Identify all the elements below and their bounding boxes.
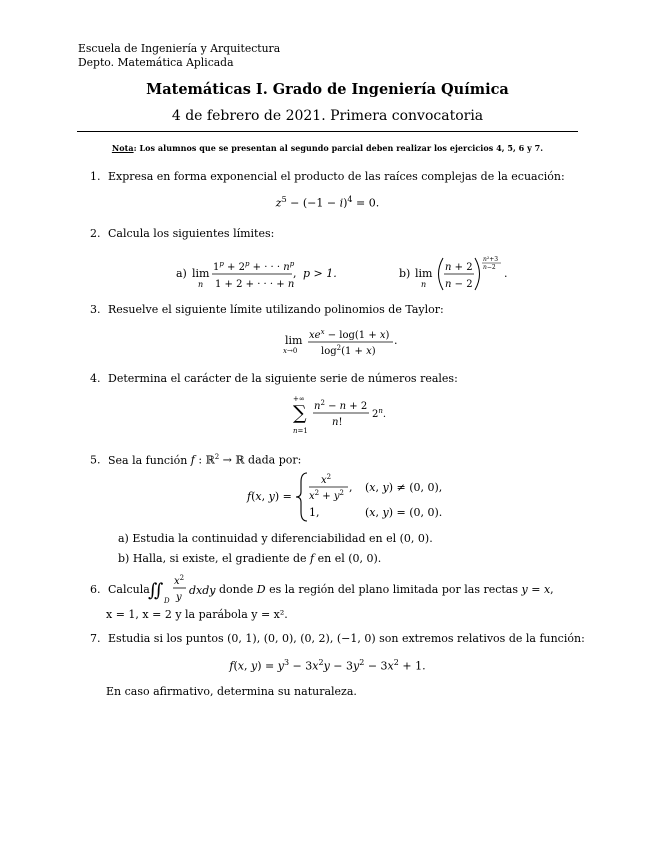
svg-text:n2 − n + 2: $n^2 - n + 2$ xyxy=(314,399,368,412)
svg-text:∑: ∑ xyxy=(293,402,307,424)
svg-text:lim: lim xyxy=(192,267,210,280)
exercise-6-text-post: es la región del plano limitada por las rectas xyxy=(265,583,522,596)
limit-a-label: a) xyxy=(176,267,187,280)
svg-text:.: . xyxy=(504,267,508,280)
exercise-1 xyxy=(90,170,565,184)
exercise-2-number: 2. xyxy=(90,227,101,240)
svg-text:(x, y) ≠ (0, 0),: (x, y) ≠ (0, 0), xyxy=(365,481,443,494)
svg-text:n²+3: n²+3 xyxy=(483,256,499,263)
svg-text:,: , xyxy=(293,267,297,280)
svg-text:n − 2: n − 2 xyxy=(445,279,473,290)
exercise-3-number: 3. xyxy=(90,303,101,316)
exam-subtitle: 4 de febrero de 2021. Primera convocatoria xyxy=(171,108,484,124)
svg-text:f(x, y) =: f(x, y) = xyxy=(247,490,292,503)
svg-text:1,: 1, xyxy=(309,506,320,519)
limit-b-label: b) xyxy=(399,267,411,280)
limit-a-condition: p > 1. xyxy=(303,267,337,280)
svg-text:n: n xyxy=(421,280,427,289)
limit-b xyxy=(399,256,508,290)
exercise-6-text-pre: Calcula xyxy=(108,583,150,596)
exercise-6-number: 6. xyxy=(90,583,101,596)
exercise-4 xyxy=(90,372,458,386)
svg-text:,: , xyxy=(349,481,353,494)
svg-text:x→0: x→0 xyxy=(283,347,298,355)
department-name: Depto. Matemática Aplicada xyxy=(78,56,234,69)
exercise-7-final: En caso afirmativo, determina su naturaleza. xyxy=(106,685,357,698)
svg-text:n + 2: n + 2 xyxy=(445,262,473,273)
exercise-5b-text-pre: b) Halla, si existe, el gradiente de xyxy=(118,552,311,565)
svg-text:.: . xyxy=(394,334,398,347)
exercise-3-text: Resuelve el siguiente límite utilizando polinomios de Taylor: xyxy=(108,303,444,316)
exercise-7-number: 7. xyxy=(90,632,101,645)
exercise-7-text: Estudia si los puntos (0, 1), (0, 0), (0, 2), (−1, 0) son extremos relativos de la función: xyxy=(108,632,585,645)
exercise-5-number: 5. xyxy=(90,453,101,467)
double-integral xyxy=(146,570,216,610)
exercise-1-number: 1. xyxy=(90,170,101,183)
exercise-4-number: 4. xyxy=(90,372,101,385)
svg-text:x2 + y2: $x^2 + y^2$ xyxy=(309,489,344,502)
note-label: Nota xyxy=(111,143,134,153)
svg-text:dxdy: dxdy xyxy=(189,584,216,597)
svg-text:1p + 2p + · · · np: $1^p + 2^p$ + · · · $n^p$ xyxy=(213,260,295,273)
exercise-3 xyxy=(90,303,444,317)
series-formula xyxy=(290,392,400,438)
svg-text:n=1: n=1 xyxy=(293,427,308,435)
note-text: : Los alumnos que se presentan al segundo parcial deben realizar los ejercicios 4, 5, 6 y 7. xyxy=(133,143,544,153)
exam-title: Matemáticas I. Grado de Ingeniería Química xyxy=(146,81,509,98)
exercise-5b: b) Halla, si existe, el gradiente de f en el (0, 0). xyxy=(118,552,382,565)
exercise-4-text: Determina el carácter de la siguiente serie de números reales: xyxy=(108,372,458,385)
exercise-2-text: Calcula los siguientes límites: xyxy=(108,227,275,240)
svg-text:log2(1 + x): $\log^2(1 + x)$ xyxy=(321,344,376,357)
svg-text:lim: lim xyxy=(285,334,303,347)
exercise-5-text-post: dada por: xyxy=(244,453,302,467)
exercise-5: 5. Sea la función f : ℝ$^2$ → ℝ dada por: xyxy=(90,453,302,467)
svg-text:(x, y) = (0, 0).: (x, y) = (0, 0). xyxy=(365,506,443,519)
exercise-5a: a) Estudia la continuidad y diferenciabilidad en el (0, 0). xyxy=(118,532,433,545)
svg-text:n−2: n−2 xyxy=(483,264,496,271)
svg-text:∬: ∬ xyxy=(148,580,164,601)
exam-note xyxy=(0,143,655,153)
exercise-2 xyxy=(90,227,274,241)
equation-1: $z^5 - (-1 - i)^4 = 0$. xyxy=(275,195,380,210)
header-divider xyxy=(77,131,578,132)
exercise-6-line2: x = 1, x = 2 y la parábola y = x². xyxy=(106,608,288,621)
svg-text:2n.: 2$^n$. xyxy=(372,407,387,420)
exercise-6-text-mid: , donde xyxy=(212,583,257,596)
exercise-6-continuation: , donde D es la región del plano limitada por las rectas y = x, xyxy=(212,583,554,596)
limits-formulas xyxy=(170,252,520,294)
svg-text:y: y xyxy=(176,592,182,603)
svg-text:x2: $x^2$ xyxy=(321,473,332,486)
exercise-5-text-pre: Sea la función xyxy=(108,453,191,467)
svg-text:+∞: +∞ xyxy=(293,395,305,403)
taylor-limit-formula xyxy=(280,322,400,362)
exercise-5b-text-post: en el (0, 0). xyxy=(314,552,382,565)
exercise-1-text: Expresa en forma exponencial el producto de las raíces complejas de la ecuación: xyxy=(108,170,565,183)
limit-a xyxy=(176,260,337,290)
piecewise-function xyxy=(245,470,445,524)
svg-text:D: D xyxy=(164,597,170,605)
svg-text:n: n xyxy=(198,280,204,289)
svg-text:n!: n! xyxy=(332,417,343,428)
svg-text:lim: lim xyxy=(415,267,433,280)
svg-text:xex − log(1 + x): $xe^x - \log(1 + x)$ xyxy=(309,328,390,341)
exercise-6 xyxy=(90,583,150,597)
equation-7: f(x, $y) = y^3 - 3x^2y - 3y^2 - 3x^2 + 1$. xyxy=(229,658,426,673)
institution-name: Escuela de Ingeniería y Arquitectura xyxy=(78,42,281,55)
exercise-7 xyxy=(90,632,585,646)
svg-text:x2: $x^2$ xyxy=(174,574,185,587)
svg-text:1 + 2 + · · · + n: 1 + 2 + · · · + n xyxy=(215,279,295,290)
institution-block xyxy=(78,42,280,70)
